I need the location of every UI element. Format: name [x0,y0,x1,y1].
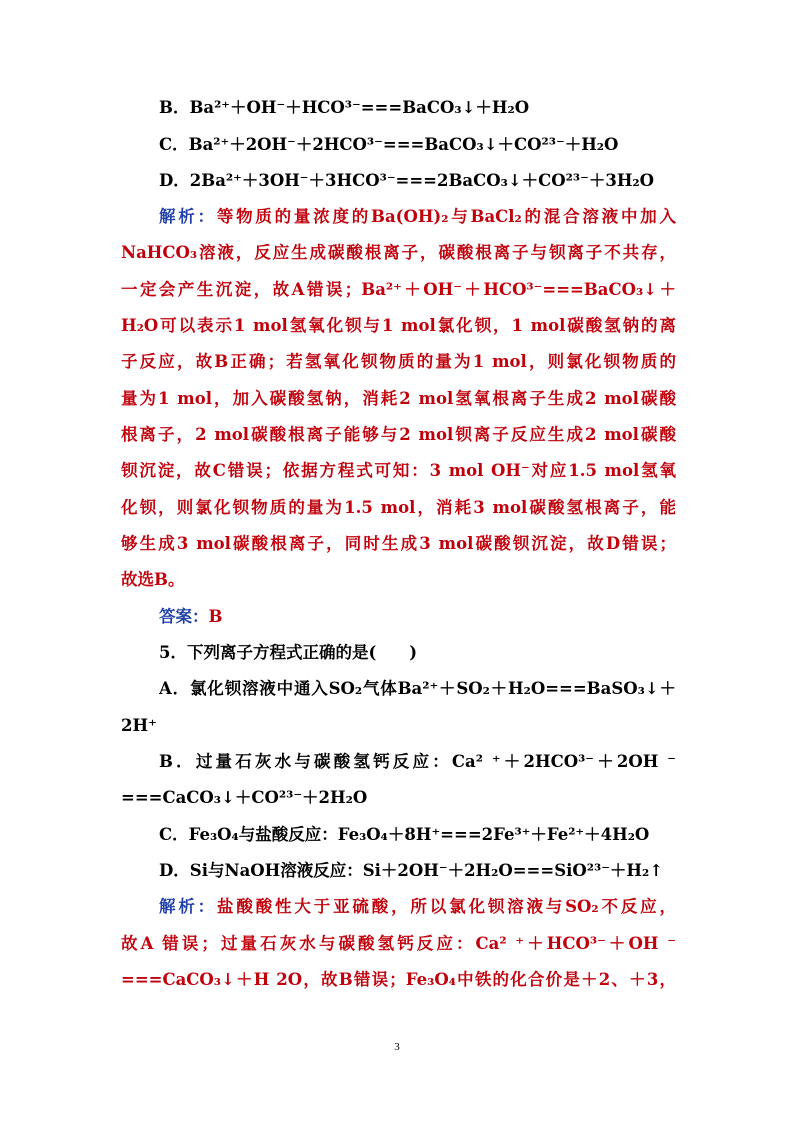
analysis-text: 盐酸酸性大于亚硫酸，所以氯化钡溶液与SO₂不反应， [217,897,676,916]
analysis-line: 钡沉淀，故C错误；依据方程式可知：3 mol OH⁻对应1.5 mol氢氧 [121,461,676,480]
analysis-line: ===CaCO₃↓＋H 2O，故B错误；Fe₃O₄中铁的化合价是＋2、＋3， [121,970,676,989]
question-5-option-b: B．过量石灰水与碳酸氢钙反应：Ca² ⁺＋2HCO³⁻＋2OH ⁻ [159,752,676,771]
answer-line [159,599,676,635]
question-5-option-c: C．Fe₃O₄与盐酸反应：Fe₃O₄＋8H⁺===2Fe³⁺＋Fe²⁺＋4H₂O [159,825,650,844]
analysis-line: 故选B。 [121,570,185,589]
question-5-option-b-cont: ===CaCO₃↓＋CO²³⁻＋2H₂O [121,788,368,807]
analysis-line: NaHCO₃溶液，反应生成碳酸根离子，碳酸根离子与钡离子不共存， [121,243,676,262]
analysis-text: 等物质的量浓度的Ba(OH)₂与BaCl₂的混合溶液中加入 [216,207,676,226]
analysis-line: 量为1 mol，加入碳酸氢钠，消耗2 mol氢氧根离子生成2 mol碳酸 [121,389,676,408]
option-c-line: C．Ba²⁺＋2OH⁻＋2HCO³⁻===BaCO₃↓＋CO²³⁻＋H₂O [159,135,619,154]
page-number: 3 [394,1041,400,1053]
question-5-option-a-cont: 2H⁺ [121,716,157,735]
analysis-line: 够生成3 mol碳酸根离子，同时生成3 mol碳酸钡沉淀，故D错误； [121,534,676,553]
analysis-line: 根离子，2 mol碳酸根离子能够与2 mol钡离子反应生成2 mol碳酸 [121,425,676,444]
question-5-stem: 5．下列离子方程式正确的是( ) [159,643,418,662]
analysis-label: 解析： [159,897,218,916]
question-5-option-a: A．氯化钡溶液中通入SO₂气体Ba²⁺＋SO₂＋H₂O===BaSO₃↓＋ [159,679,676,698]
analysis-line: 故A 错误；过量石灰水与碳酸氢钙反应：Ca² ⁺＋HCO³⁻＋OH ⁻ [121,934,676,953]
analysis-line [159,199,676,235]
question-5-option-d: D．Si与NaOH溶液反应：Si＋2OH⁻＋2H₂O===SiO²³⁻＋H₂↑ [159,861,664,880]
answer-value: B [208,607,223,626]
analysis-line: 一定会产生沉淀，故A错误；Ba²⁺＋OH⁻＋HCO³⁻===BaCO₃↓＋ [121,280,676,299]
analysis-line [159,889,676,925]
analysis-label: 解析： [159,207,217,226]
option-d-line: D．2Ba²⁺＋3OH⁻＋3HCO³⁻===2BaCO₃↓＋CO²³⁻＋3H₂O [159,171,655,190]
option-b-line: B．Ba²⁺＋OH⁻＋HCO³⁻===BaCO₃↓＋H₂O [159,98,530,117]
analysis-line: 化钡，则氯化钡物质的量为1.5 mol，消耗3 mol碳酸氢根离子，能 [121,498,676,517]
analysis-line: H₂O可以表示1 mol氢氧化钡与1 mol氯化钡，1 mol碳酸氢钠的离 [121,316,676,335]
analysis-line: 子反应，故B正确；若氢氧化钡物质的量为1 mol，则氯化钡物质的 [121,352,676,371]
answer-label: 答案： [159,607,209,626]
